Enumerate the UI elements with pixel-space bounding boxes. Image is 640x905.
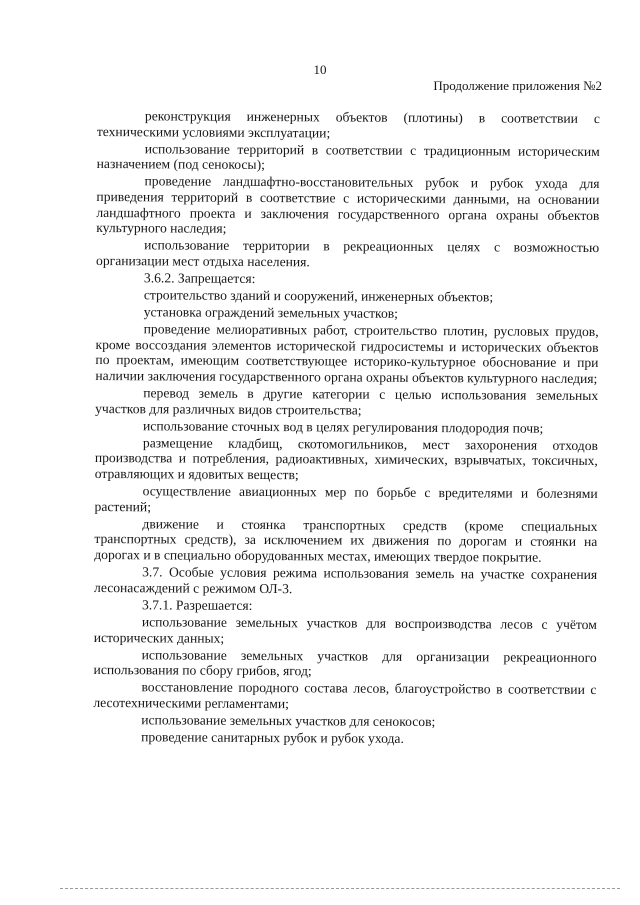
section-heading: 3.7.1. Разрешается: (141, 597, 253, 613)
paragraph: реконструкция инженерных объектов (плотины) в соответствии с техническими условиями эксплуатации; (96, 108, 600, 141)
section-heading: 3.7. Особые условия режима использования земель на участке сохранения лесонасаждений с режимом ОЛ-3. (94, 564, 598, 596)
appendix-note: Продолжение приложения №2 (433, 78, 602, 93)
paragraph: осуществление авиационных мер по борьбе с вредителями и болезнями растений; (94, 483, 598, 515)
paragraph: использование земельных участков для воспроизводства лесов с учётом исторических данных; (93, 614, 597, 646)
section-heading: 3.6.2. Запрещается: (143, 270, 256, 286)
paragraph: использование земельных участков для сенокосов; (141, 712, 436, 730)
paragraph: установка ограждений земельных участков; (143, 304, 399, 321)
paragraph: использование территорий в соответствии с традиционным историческим назначением (под сенокосы); (96, 140, 600, 173)
document-body (93, 108, 600, 749)
scan-edge-rule (60, 888, 620, 889)
paragraph: движение и стоянка транспортных средств (кроме специальных транспортных средств), за исключением их движения по дорогам и стоянки на дорогах и в специально оборудованных местах, имеющих твердое покрытие. (94, 516, 598, 565)
paragraph: строительство зданий и сооружений, инженерных объектов; (143, 287, 494, 305)
paragraph: проведение мелиоративных работ, строительство плотин, русловых прудов, кроме воссоздания элементов исторической гидросистемы и исторических объектов по проектам, имеющим соответствующее историко-культурное обоснование и при наличии заключения государственного органа охраны объектов культурного наследия; (95, 321, 599, 387)
paragraph: восстановление породного состава лесов, благоустройство в соответствии с лесотехническими регламентами; (93, 679, 597, 712)
paragraph: использование сточных вод в целях регулирования плодородия почв; (143, 418, 544, 436)
paragraph: проведение ландшафтно-восстановительных рубок и рубок ухода для приведения территорий в соответствие с историческими данными, на основании ландшафтного проекта и заключения государственного органа охраны объектов культурного наследия; (96, 173, 600, 236)
paragraph: проведение санитарных рубок и рубок ухода. (141, 729, 404, 746)
paragraph: размещение кладбищ, скотомогильников, мест захоронения отходов производства и потребления, радиоактивных, химических, взрывчатых, токсичных, отравляющих и ядовитых веществ; (94, 435, 598, 483)
paragraph: использование территории в рекреационных целях с возможностью организации мест отдыха населения. (96, 237, 600, 270)
paragraph: перевод земель в другие категории с целью использования земельных участков для различных видов строительства; (95, 385, 599, 418)
paragraph: использование земельных участков для организации рекреационного использования по сбору грибов, ягод; (93, 646, 597, 679)
page-number: 10 (313, 62, 327, 77)
